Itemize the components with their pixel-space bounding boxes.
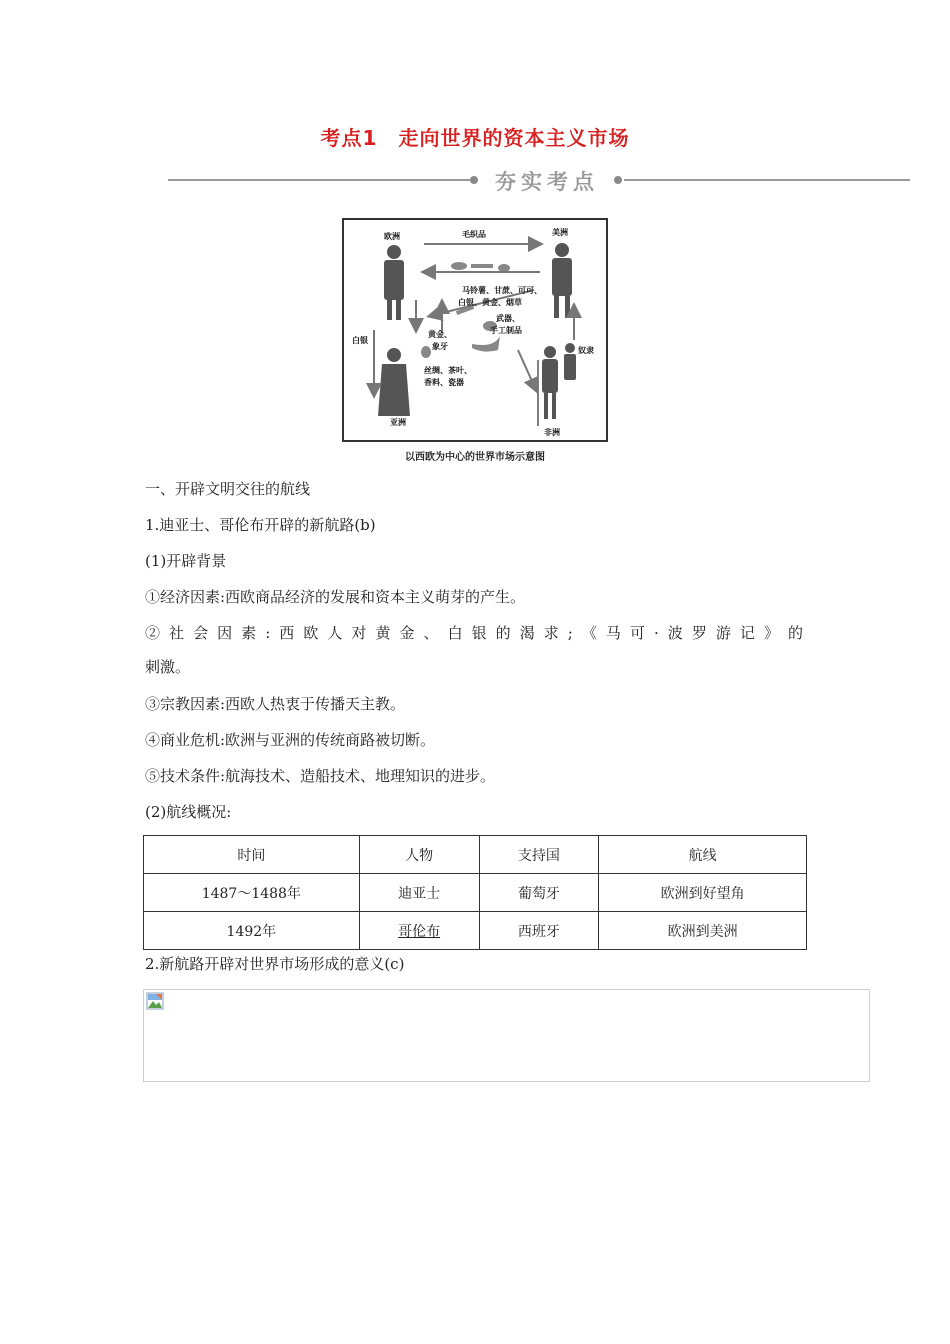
label-gold-2: 象牙 xyxy=(432,342,448,351)
asia-figure-icon xyxy=(378,348,410,416)
table-cell-underlined: 哥伦布 xyxy=(359,912,479,950)
label-europe: 欧洲 xyxy=(384,232,400,241)
factor-economic: ①经济因素:西欧商品经济的发展和资本主义萌芽的产生。 xyxy=(145,588,526,606)
table-cell: 欧洲到美洲 xyxy=(599,912,807,950)
table-cell: 迪亚士 xyxy=(359,874,479,912)
subsection-heading-routes: (2)航线概况: xyxy=(145,803,232,821)
page-title: 考点1 走向世界的资本主义市场 xyxy=(320,126,630,150)
europe-figure-icon xyxy=(384,245,404,320)
factor-religious: ③宗教因素:西欧人热衷于传播天主教。 xyxy=(145,695,406,713)
table-cell: 欧洲到好望角 xyxy=(599,874,807,912)
banner-line-left xyxy=(168,179,470,181)
label-asian-goods-2: 香料、瓷器 xyxy=(424,378,464,387)
factor-commercial: ④商业危机:欧洲与亚洲的传统商路被切断。 xyxy=(145,731,436,749)
label-america: 美洲 xyxy=(552,228,568,237)
world-market-diagram xyxy=(342,218,608,442)
america-figure-icon xyxy=(552,243,572,318)
subsection-heading-background: (1)开辟背景 xyxy=(145,552,227,570)
label-slaves: 奴隶 xyxy=(578,346,594,355)
label-weapons-1: 武器、 xyxy=(496,314,520,323)
table-row xyxy=(144,912,807,950)
image-placeholder xyxy=(143,989,870,1082)
table-header-row xyxy=(144,836,807,874)
table-cell: 西班牙 xyxy=(479,912,599,950)
label-weapons-2: 手工制品 xyxy=(490,326,522,335)
table-cell: 1487～1488年 xyxy=(144,874,360,912)
subsection-heading-1-1: 1.迪亚士、哥伦布开辟的新航路(b) xyxy=(145,516,376,534)
banner-text: 夯实考点 xyxy=(495,170,599,194)
broken-image-icon xyxy=(146,992,164,1010)
section-heading-1: 一、开辟文明交往的航线 xyxy=(145,480,311,498)
label-wool: 毛织品 xyxy=(462,230,486,239)
label-asia: 亚洲 xyxy=(390,418,406,427)
table-header-cell: 航线 xyxy=(599,836,807,874)
diagram-illustration xyxy=(344,220,606,440)
factor-social: ②社会因素:西欧人对黄金、白银的渴求;《马可·波罗游记》的 xyxy=(145,624,805,642)
subsection-heading-1-2: 2.新航路开辟对世界市场形成的意义(c) xyxy=(145,955,405,973)
banner-dot-left xyxy=(470,176,478,184)
banner-dot-right xyxy=(614,176,622,184)
factor-technical: ⑤技术条件:航海技术、造船技术、地理知识的进步。 xyxy=(145,767,496,785)
label-africa: 非洲 xyxy=(544,428,560,437)
factor-social-continued: 刺激。 xyxy=(145,658,191,676)
table-cell: 1492年 xyxy=(144,912,360,950)
routes-table xyxy=(143,835,807,950)
banner-line-right xyxy=(624,179,910,181)
label-american-goods-1: 马铃薯、甘蔗、可可、 xyxy=(462,286,542,295)
label-gold-1: 黄金、 xyxy=(428,330,452,339)
label-silver: 白银 xyxy=(352,336,368,345)
table-header-cell: 人物 xyxy=(359,836,479,874)
table-row xyxy=(144,874,807,912)
table-header-cell: 时间 xyxy=(144,836,360,874)
label-american-goods-2: 白银、黄金、烟草 xyxy=(458,298,522,307)
figure-caption: 以西欧为中心的世界市场示意图 xyxy=(405,452,545,463)
table-cell: 葡萄牙 xyxy=(479,874,599,912)
table-header-cell: 支持国 xyxy=(479,836,599,874)
section-banner xyxy=(168,166,910,194)
africa-figure-icon xyxy=(538,343,576,426)
label-asian-goods-1: 丝绸、茶叶、 xyxy=(424,366,472,375)
